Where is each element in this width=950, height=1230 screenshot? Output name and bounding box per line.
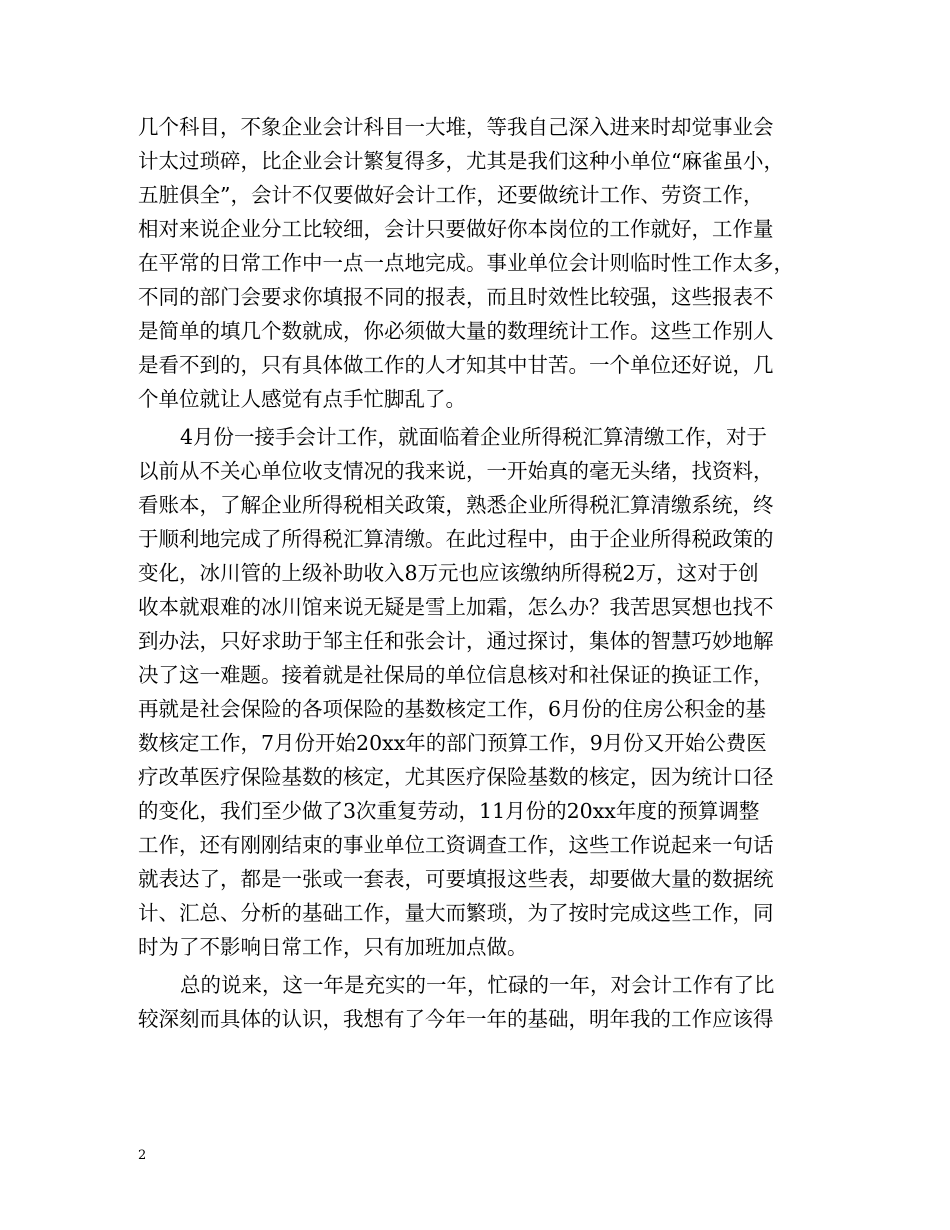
paragraph-first-line: 4月份一接手会计工作，就面临着企业所得税汇算清缴工作，对于 <box>180 425 768 449</box>
text-line: 工作，还有刚刚结束的事业单位工资调查工作，这些工作说起来一句话 <box>138 833 774 857</box>
text-line: 再就是社会保险的各项保险的基数核定工作，6月份的住房公积金的基 <box>138 697 767 721</box>
text-line: 较深刻而具体的认识，我想有了今年一年的基础，明年我的工作应该得 <box>138 1007 774 1031</box>
text-line: 时为了不影响日常工作，只有加班加点做。 <box>138 935 528 959</box>
text-line: 数核定工作，7月份开始20xx年的部门预算工作，9月份又开始公费医 <box>138 731 767 755</box>
text-line: 看账本，了解企业所得税相关政策，熟悉企业所得税汇算清缴系统，终 <box>138 493 774 517</box>
text-line: 是看不到的，只有具体做工作的人才知其中甘苦。一个单位还好说，几 <box>138 353 774 377</box>
text-line: 决了这一难题。接着就是社保局的单位信息核对和社保证的换证工作， <box>138 663 774 687</box>
text-line: 个单位就让人感觉有点手忙脚乱了。 <box>138 387 466 411</box>
text-line: 计、汇总、分析的基础工作，量大而繁琐，为了按时完成这些工作，同 <box>138 901 774 925</box>
text-line: 相对来说企业分工比较细，会计只要做好你本岗位的工作就好，工作量 <box>138 217 774 241</box>
text-line: 不同的部门会要求你填报不同的报表，而且时效性比较强，这些报表不 <box>138 285 774 309</box>
text-line: 就表达了，都是一张或一套表，可要填报这些表，却要做大量的数据统 <box>138 867 774 891</box>
text-line: 到办法，只好求助于邹主任和张会计，通过探讨，集体的智慧巧妙地解 <box>138 629 774 653</box>
text-line: 的变化，我们至少做了3次重复劳动，11月份的20xx年度的预算调整 <box>138 799 760 823</box>
text-line: 几个科目，不象企业会计科目一大堆，等我自己深入进来时却觉事业会 <box>138 115 774 139</box>
text-line: 是简单的填几个数就成，你必须做大量的数理统计工作。这些工作别人 <box>138 319 774 343</box>
page-number: 2 <box>138 1148 147 1163</box>
text-line: 变化，冰川管的上级补助收入8万元也应该缴纳所得税2万，这对于创 <box>138 561 759 585</box>
text-line: 收本就艰难的冰川馆来说无疑是雪上加霜，怎么办？我苦思冥想也找不 <box>138 595 774 619</box>
text-line: 疗改革医疗保险基数的核定，尤其医疗保险基数的核定，因为统计口径 <box>138 765 774 789</box>
text-line: 于顺利地完成了所得税汇算清缴。在此过程中，由于企业所得税政策的 <box>138 527 774 551</box>
text-line: 五脏俱全”，会计不仅要做好会计工作，还要做统计工作、劳资工作， <box>138 183 764 207</box>
text-line: 以前从不关心单位收支情况的我来说，一开始真的毫无头绪，找资料， <box>138 459 774 483</box>
paragraph-first-line: 总的说来，这一年是充实的一年，忙碌的一年，对会计工作有了比 <box>180 973 775 997</box>
text-line: 在平常的日常工作中一点一点地完成。事业单位会计则临时性工作太多， <box>138 251 794 275</box>
text-line: 计太过琐碎，比企业会计繁复得多，尤其是我们这种小单位“麻雀虽小， <box>138 149 784 173</box>
